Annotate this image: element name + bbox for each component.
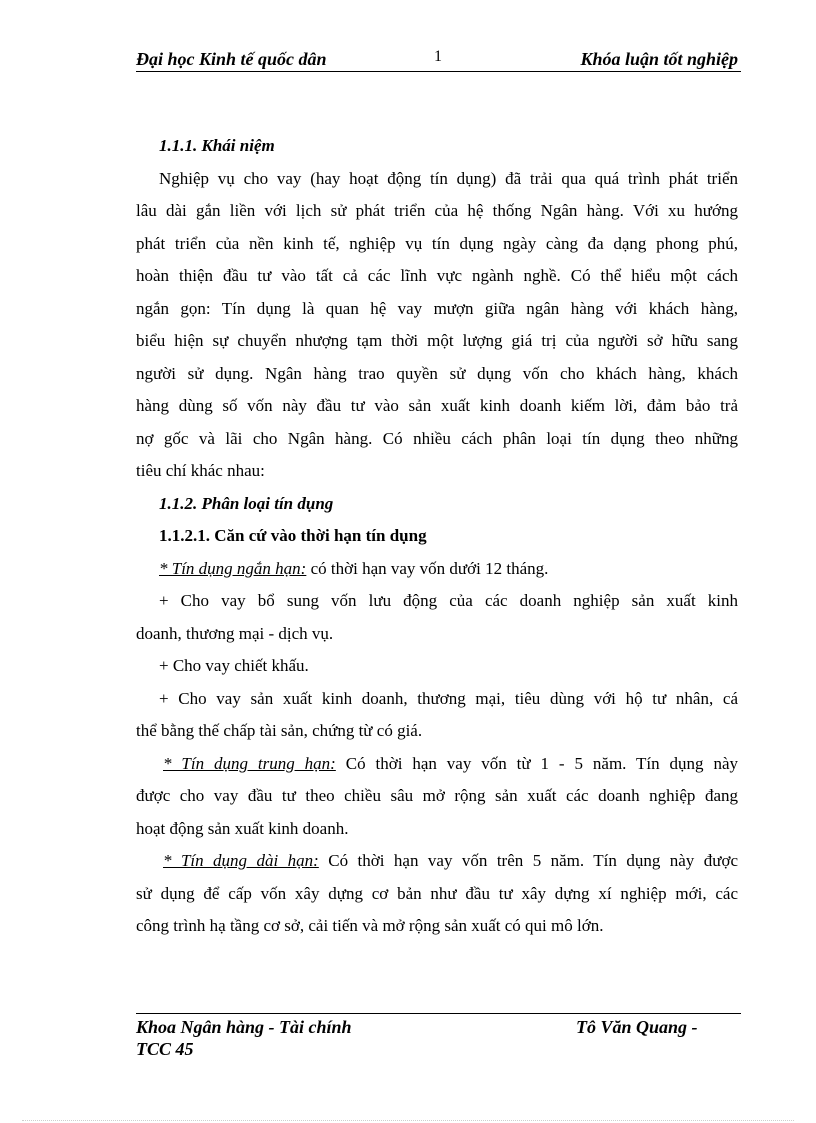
page-header: [136, 47, 741, 72]
list-item-line: + Cho vay sản xuất kinh doanh, thương mại, tiêu dùng với hộ tư nhân, cá: [159, 688, 738, 708]
paragraph-line: sử dụng để cấp vốn xây dựng cơ bản như đầu tư xây dựng xí nghiệp mới, các: [136, 883, 738, 903]
document-body: [136, 130, 738, 943]
section-heading-classification: 1.1.2. Phân loại tín dụng: [159, 493, 334, 513]
paragraph-line: nợ gốc và lãi cho Ngân hàng. Có nhiều cách phân loại tín dụng theo những: [136, 428, 738, 448]
short-term-credit-line: [136, 553, 738, 586]
paragraph-line: hoạt động sản xuất kinh doanh.: [136, 818, 349, 838]
paragraph-line: phát triển của nền kinh tế, nghiệp vụ tín dụng ngày càng đa dạng phong phú,: [136, 233, 738, 253]
list-item-line: + Cho vay bổ sung vốn lưu động của các doanh nghiệp sản xuất kinh: [159, 591, 738, 610]
footer-faculty: Khoa Ngân hàng - Tài chính: [136, 1017, 352, 1037]
long-term-credit-line: [136, 845, 738, 878]
short-term-credit-label: * Tín dụng ngắn hạn:: [159, 558, 307, 578]
paragraph-line: được cho vay đầu tư theo chiều sâu mở rộng sản xuất các doanh nghiệp đang: [136, 786, 738, 805]
page-number: 1: [434, 48, 442, 65]
paragraph-line: biểu hiện sự chuyển nhượng tạm thời một lượng giá trị của người sở hữu sang: [136, 331, 738, 350]
paragraph-line: Nghiệp vụ cho vay (hay hoạt động tín dụng) đã trải qua quá trình phát triển: [159, 168, 738, 188]
medium-term-credit-text: Có thời hạn vay vốn từ 1 - 5 năm. Tín dụng này: [335, 753, 738, 773]
paragraph-line: công trình hạ tầng cơ sở, cải tiến và mở rộng sản xuất có qui mô lớn.: [136, 916, 604, 935]
medium-term-credit-label: * Tín dụng trung hạn:: [163, 753, 336, 773]
short-term-credit-text: có thời hạn vay vốn dưới 12 tháng.: [306, 558, 549, 578]
long-term-credit-label: * Tín dụng dài hạn:: [163, 851, 319, 870]
list-item-line: doanh, thương mại - dịch vụ.: [136, 623, 334, 643]
header-thesis-title: Khóa luận tốt nghiệp: [580, 49, 738, 69]
footer-class: TCC 45: [136, 1039, 194, 1059]
page-edge-divider: [22, 1120, 794, 1121]
subsection-heading-term: 1.1.2.1. Căn cứ vào thời hạn tín dụng: [159, 526, 427, 545]
paragraph-line: ngắn gọn: Tín dụng là quan hệ vay mượn giữa ngân hàng với khách hàng,: [136, 298, 738, 318]
paragraph-line: hàng dùng số vốn này đầu tư vào sản xuất kinh doanh kiếm lời, đảm bảo trả: [136, 396, 738, 415]
list-item-line: + Cho vay chiết khấu.: [159, 656, 309, 675]
paragraph-line: người sử dụng. Ngân hàng trao quyền sử dụng vốn cho khách hàng, khách: [136, 363, 738, 383]
section-heading-concept: 1.1.1. Khái niệm: [159, 136, 275, 155]
paragraph-line: tiêu chí khác nhau:: [136, 461, 265, 480]
paragraph-line: lâu dài gắn liền với lịch sử phát triển của hệ thống Ngân hàng. Với xu hướng: [136, 201, 738, 220]
paragraph-line: hoàn thiện đầu tư vào tất cả các lĩnh vực ngành nghề. Có thể hiểu một cách: [136, 266, 738, 285]
medium-term-credit-line: [136, 748, 738, 781]
page-footer: [136, 1013, 741, 1059]
footer-author: Tô Văn Quang -: [576, 1017, 698, 1037]
list-item-line: thể bằng thế chấp tài sản, chứng từ có giá.: [136, 721, 423, 740]
header-university: Đại học Kinh tế quốc dân: [136, 49, 327, 69]
long-term-credit-text: Có thời hạn vay vốn trên 5 năm. Tín dụng này được: [318, 851, 738, 870]
